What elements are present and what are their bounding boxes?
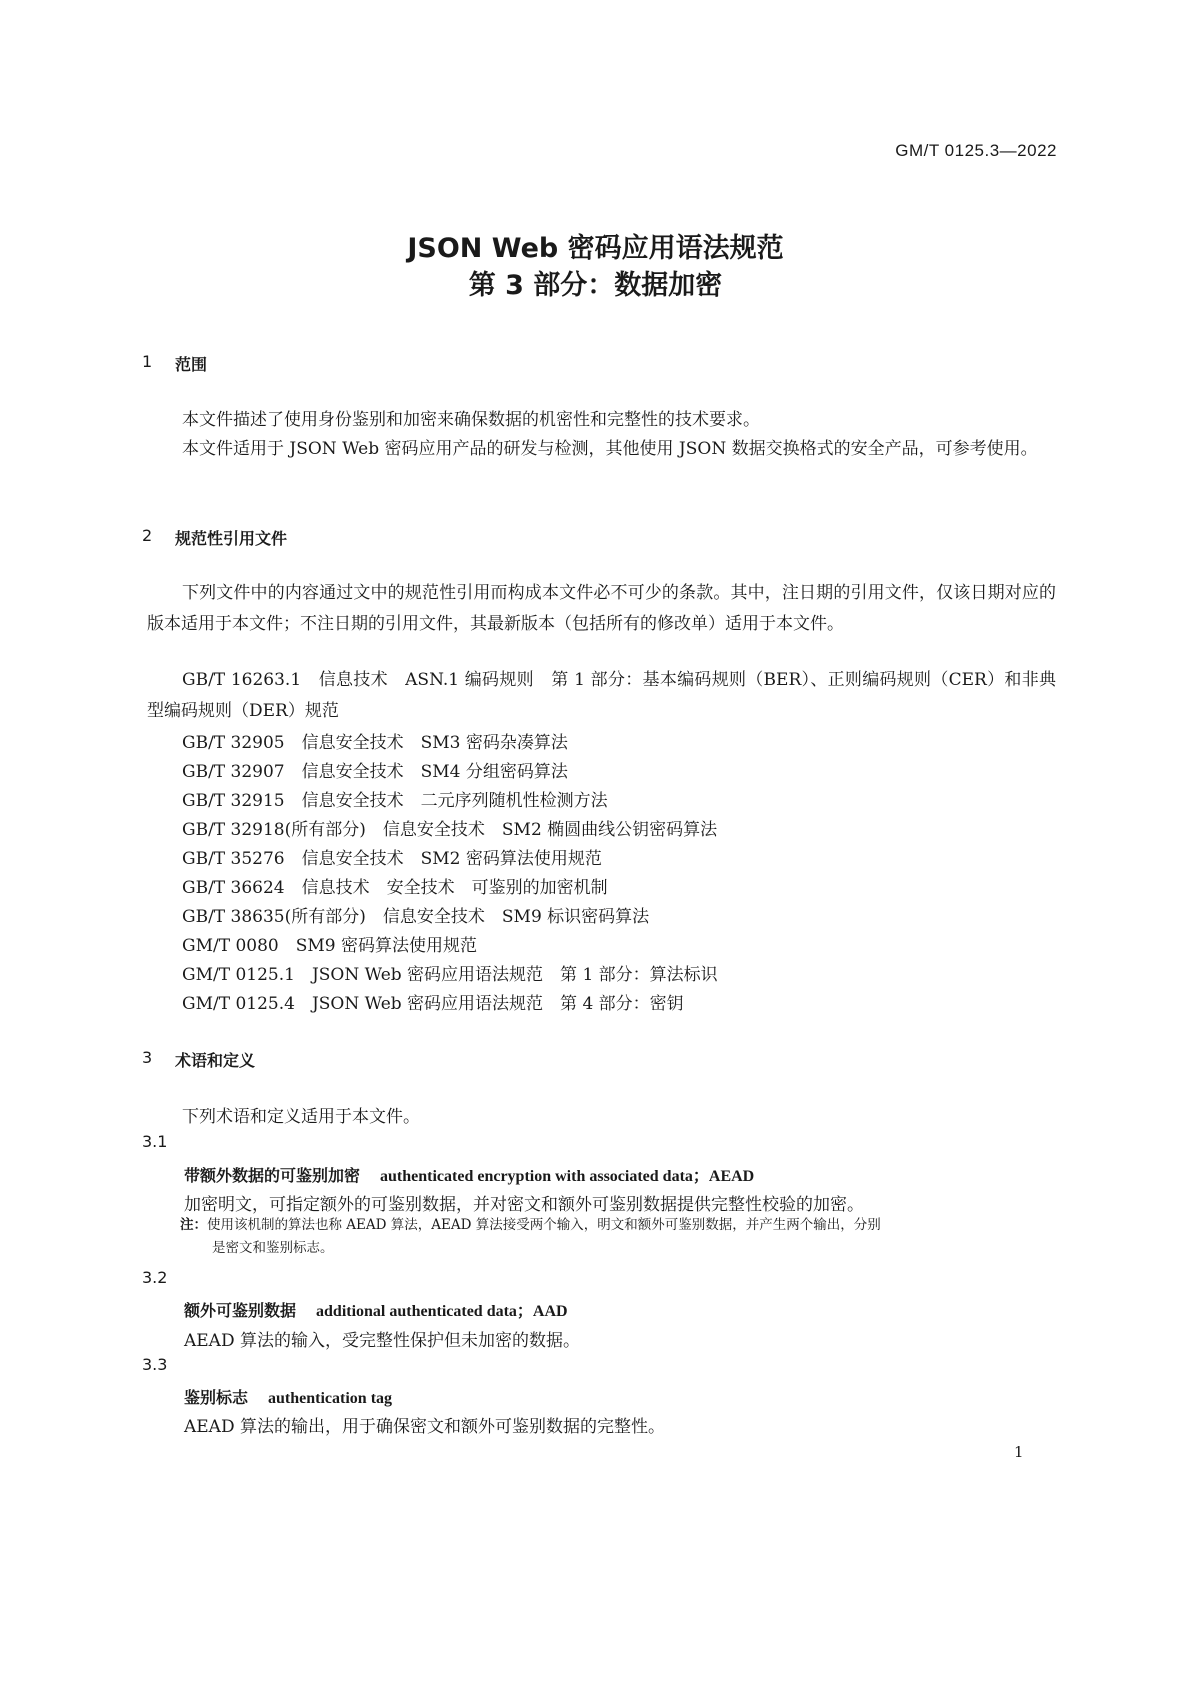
term-english: authenticated encryption with associated data；AEAD	[380, 1168, 755, 1185]
section-3-number: 3	[142, 1048, 153, 1067]
term-english: authentication tag	[268, 1390, 393, 1407]
term-chinese: 额外可鉴别数据	[184, 1301, 297, 1320]
reference-item: GM/T 0080 SM9 密码算法使用规范	[182, 936, 477, 956]
term-number: 3.2	[142, 1268, 168, 1287]
term-english: additional authenticated data；AAD	[316, 1303, 568, 1320]
reference-item: GB/T 32915 信息安全技术 二元序列随机性检测方法	[182, 791, 608, 811]
note-text: 使用该机制的算法也称 AEAD 算法，AEAD 算法接受两个输入，明文和额外可鉴别数据，并产生两个输出，分别	[207, 1217, 881, 1233]
term-number: 3.1	[142, 1132, 168, 1151]
term-heading	[184, 1298, 568, 1321]
note-label: 注：	[180, 1217, 207, 1233]
section-2-number: 2	[142, 526, 153, 545]
term-definition: AEAD 算法的输入，受完整性保护但未加密的数据。	[184, 1331, 580, 1351]
section-3-intro: 下列术语和定义适用于本文件。	[182, 1107, 420, 1127]
term-chinese: 带额外数据的可鉴别加密	[184, 1166, 361, 1185]
term-definition: 加密明文，可指定额外的可鉴别数据，并对密文和额外可鉴别数据提供完整性校验的加密。	[184, 1195, 864, 1215]
section-1-paragraph: 本文件描述了使用身份鉴别和加密来确保数据的机密性和完整性的技术要求。	[182, 410, 760, 430]
standard-number: GM/T 0125.3—2022	[895, 141, 1057, 160]
reference-item: GB/T 32905 信息安全技术 SM3 密码杂凑算法	[182, 733, 568, 753]
reference-item: GB/T 32907 信息安全技术 SM4 分组密码算法	[182, 762, 568, 782]
reference-item: GB/T 36624 信息技术 安全技术 可鉴别的加密机制	[182, 878, 608, 898]
section-2-title: 规范性引用文件	[175, 529, 288, 548]
term-note	[180, 1214, 1056, 1260]
section-3-title: 术语和定义	[175, 1051, 256, 1070]
section-1-paragraph: 本文件适用于 JSON Web 密码应用产品的研发与检测，其他使用 JSON 数据交换格式的安全产品，可参考使用。	[182, 439, 1038, 459]
reference-item: GM/T 0125.4 JSON Web 密码应用语法规范 第 4 部分：密钥	[182, 994, 684, 1014]
reference-item: GB/T 35276 信息安全技术 SM2 密码算法使用规范	[182, 849, 602, 869]
reference-item: GM/T 0125.1 JSON Web 密码应用语法规范 第 1 部分：算法标识	[182, 965, 718, 985]
term-definition: AEAD 算法的输出，用于确保密文和额外可鉴别数据的完整性。	[184, 1417, 665, 1437]
page-number: 1	[1014, 1443, 1024, 1461]
document-subtitle: 第 3 部分：数据加密	[468, 270, 723, 301]
section-1-title: 范围	[175, 355, 208, 374]
term-chinese: 鉴别标志	[184, 1388, 249, 1407]
section-2-intro: 下列文件中的内容通过文中的规范性引用而构成本文件必不可少的条款。其中，注日期的引用文件，仅该日期对应的版本适用于本文件；不注日期的引用文件，其最新版本（包括所有的修改单）适用于本文件。	[147, 583, 1056, 634]
term-heading	[184, 1163, 754, 1186]
term-heading	[184, 1385, 392, 1408]
reference-item: GB/T 32918(所有部分) 信息安全技术 SM2 椭圆曲线公钥密码算法	[182, 820, 718, 840]
term-number: 3.3	[142, 1355, 168, 1374]
reference-item: GB/T 38635(所有部分) 信息安全技术 SM9 标识密码算法	[182, 907, 650, 927]
document-title: JSON Web 密码应用语法规范	[407, 233, 784, 264]
reference-item: GB/T 16263.1 信息技术 ASN.1 编码规则 第 1 部分：基本编码规则（BER）、正则编码规则（CER）和非典型编码规则（DER）规范	[147, 670, 1056, 721]
note-text-continued: 是密文和鉴别标志。	[212, 1240, 334, 1256]
section-1-number: 1	[142, 352, 153, 371]
